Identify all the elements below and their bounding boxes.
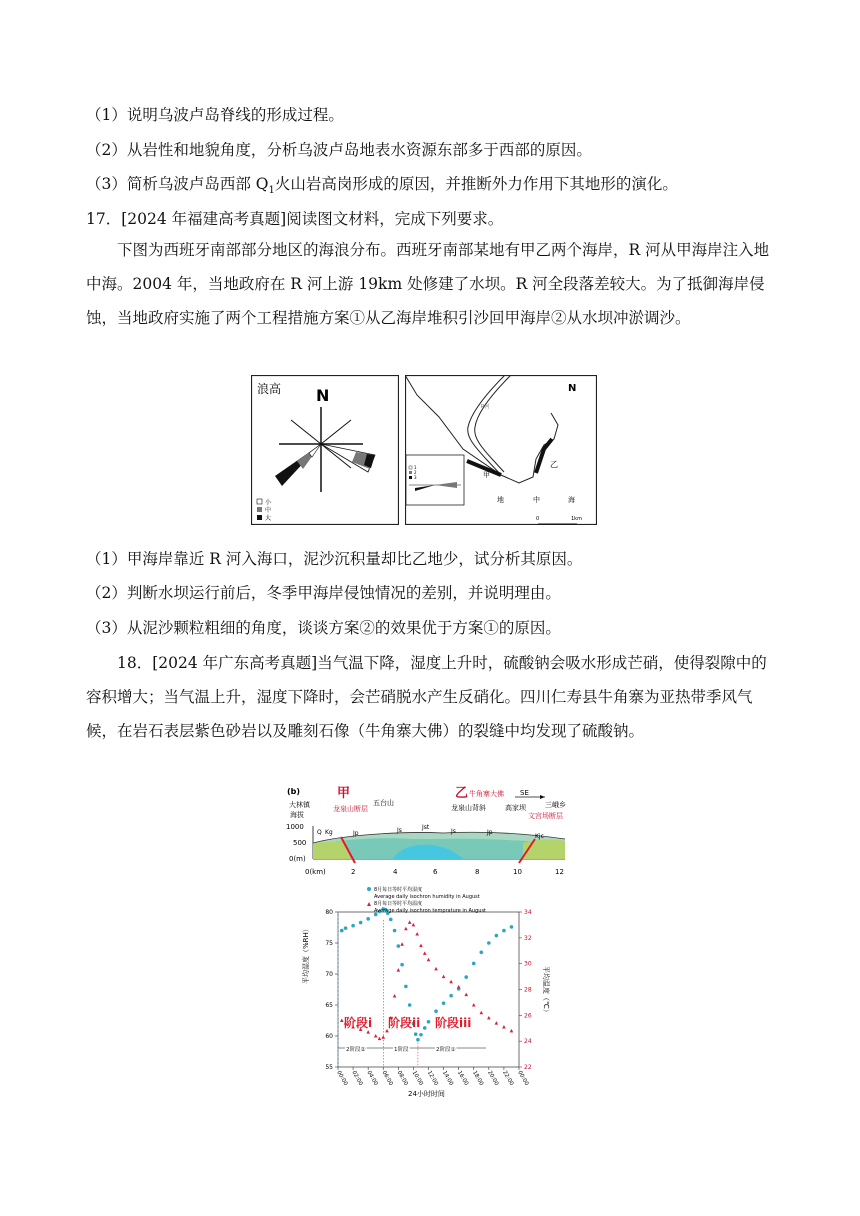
humidity-point: [393, 929, 397, 933]
label-jia: 甲: [483, 471, 490, 479]
humidity-point: [449, 994, 453, 998]
right-tick-label: 26: [524, 1012, 532, 1020]
right-tick-label: 30: [524, 960, 532, 968]
humidity-point: [414, 1032, 418, 1036]
stage-arrow-1: 2阶段②: [346, 1047, 366, 1053]
stage-iii: 阶段iii: [435, 1016, 472, 1030]
xtick-0: 0(km): [305, 868, 326, 876]
elev-0: 0(m): [289, 855, 306, 863]
inset-box: [406, 455, 464, 505]
stratum-jp-2: Jp: [487, 829, 493, 836]
inset-legend-3: 3: [414, 475, 417, 480]
profile-se: SE: [520, 789, 529, 797]
q16-sub3: [86, 173, 786, 202]
humidity-point: [366, 917, 370, 921]
fault-2-label: 文宫场断层: [528, 812, 563, 820]
wave-rose-title: 浪高: [257, 382, 282, 396]
left-tick-label: 60: [325, 1033, 333, 1040]
stratum-jst: Jst: [422, 824, 430, 831]
humidity-point: [344, 926, 348, 930]
place-sane: 三峨乡: [545, 801, 566, 809]
humidity-point: [404, 985, 408, 989]
ylabel-right: 平均温度（℃）: [542, 966, 550, 1016]
place-anticline: 龙泉山背斜: [451, 804, 486, 812]
stage-ii: 阶段ii: [388, 1016, 421, 1030]
x-tick-label: 00:00: [516, 1070, 530, 1087]
x-tick-label: 14:00: [440, 1070, 454, 1087]
place-gaojiaba: 高家坝: [505, 804, 526, 812]
geologic-profile: [283, 783, 576, 878]
q18-text: 18．[2024 年广东高考真题]当气温下降，湿度上升时，硫酸钠会吸水形成芒硝，使得裂隙中的容积增大；当气温上升，湿度下降时，会芒硝脱水产生反硝化。四川仁寿县牛角寨为亚热带季风气候，在岩石表层紫色砂岩以及雕刻石像（牛角寨大佛）的裂缝中均发现了硫酸钠。: [86, 654, 767, 740]
elev-1000: 1000: [286, 823, 304, 831]
x-tick-label: 06:00: [380, 1070, 394, 1087]
left-tick-label: 70: [325, 971, 333, 978]
q17-sub1: （1）甲海岸靠近 R 河入海口，泥沙沉积量却比乙地少，试分析其原因。: [86, 550, 583, 568]
q16-sub1: （1）说明乌波卢岛脊线的形成过程。: [86, 106, 344, 124]
humidity-point: [389, 918, 393, 922]
map-north-arrow: N: [568, 383, 577, 394]
legend-humidity-cn: 8月每日等时平均湿度: [374, 887, 423, 893]
xtick-6: 6: [433, 868, 438, 876]
right-tick-label: 34: [524, 909, 532, 916]
right-tick-label: 22: [524, 1064, 532, 1071]
left-tick-label: 65: [325, 1002, 333, 1009]
humidity-temperature-chart: [298, 884, 550, 1100]
stratum-q: Q: [317, 829, 322, 836]
north-label: N: [316, 386, 330, 405]
stratum-js-1: Js: [397, 827, 402, 834]
x-tick-label: 08:00: [395, 1070, 409, 1087]
xtick-10: 10: [513, 868, 522, 876]
right-tick-label: 28: [524, 986, 532, 994]
xtick-12: 12: [555, 868, 564, 876]
plot-area: [338, 912, 519, 1067]
legend-humidity-en: Average daily isochron humidity in August: [374, 894, 480, 900]
humidity-point: [442, 1001, 446, 1005]
q16-sub3-subscript: 1: [268, 185, 275, 197]
river-r-label: R河: [481, 404, 490, 410]
stage-arrow-2: 1阶段: [394, 1047, 409, 1053]
sea-char-1: 地: [497, 496, 504, 504]
humidity-point: [487, 941, 491, 945]
q16-sub3-pre: （3）简析乌波卢岛西部 Q: [86, 175, 269, 193]
humidity-point: [479, 951, 483, 955]
fault-1-label: 龙泉山断层: [333, 805, 368, 813]
humidity-point: [502, 929, 506, 933]
profile-jia: 甲: [337, 786, 351, 801]
legend-mid: 中: [265, 507, 272, 514]
legend-small: 小: [265, 499, 272, 506]
legend-temp-marker: [367, 902, 371, 906]
legend-temp-en: Average daily isochron temprature in August: [374, 908, 487, 914]
stratum-kjc: Kjc: [535, 833, 544, 840]
humidity-point: [434, 1009, 438, 1013]
x-tick-label: 04:00: [365, 1070, 379, 1087]
sea-char-2: 中: [533, 496, 540, 504]
place-wutai: 五台山: [373, 799, 394, 807]
humidity-point: [510, 925, 514, 929]
q17-sub2: （2）判断水坝运行前后，冬季甲海岸侵蚀情况的差别，并说明理由。: [86, 584, 561, 602]
profile-buddha: 牛角寨大佛: [469, 790, 504, 798]
ylabel-left: 平均湿度（%RH）: [302, 925, 310, 984]
humidity-point: [408, 1003, 412, 1007]
left-tick-label: 80: [325, 909, 333, 916]
xlabel: 24小时时间: [408, 1090, 445, 1098]
humidity-point: [359, 921, 363, 925]
place-dalin: 大林镇: [289, 801, 310, 809]
left-tick-label: 75: [325, 940, 333, 947]
xtick-2: 2: [351, 868, 356, 876]
stratum-jp-1: Jp: [353, 830, 359, 837]
q17-sub3: （3）从泥沙颗粒粗细的角度，谈谈方案②的效果优于方案①的原因。: [86, 619, 561, 637]
xtick-8: 8: [475, 868, 480, 876]
xtick-4: 4: [393, 868, 398, 876]
q17-material: 下图为西班牙南部部分地区的海浪分布。西班牙南部某地有甲乙两个海岸，R 河从甲海岸注入地中海。2004 年，当地政府在 R 河上游 19km 处修建了水坝。R 河全段落差较大。为了抵御海岸侵蚀，当地政府实施了两个工程措施方案①从乙海岸堆积引沙回甲海岸②从水坝冲淤调沙。: [86, 241, 770, 327]
x-tick-label: 20:00: [486, 1070, 500, 1087]
stage-arrow-3: 2阶段①: [436, 1047, 456, 1053]
stage-i: 阶段i: [344, 1016, 373, 1030]
humidity-point: [423, 1026, 427, 1030]
x-tick-label: 02:00: [350, 1070, 364, 1087]
q17-heading: 17．[2024 年福建高考真题]阅读图文材料，完成下列要求。: [86, 210, 504, 228]
left-tick-label: 55: [325, 1064, 333, 1071]
scale-1km: 1km: [571, 516, 582, 522]
humidity-point: [397, 944, 401, 948]
scale-0: 0: [536, 516, 540, 522]
label-yi: 乙: [550, 460, 558, 469]
humidity-point: [400, 963, 404, 967]
stratum-js-2: Js: [451, 828, 456, 835]
elev-500: 500: [293, 839, 307, 847]
coast-map-figure: [405, 375, 597, 525]
profile-panel-label: (b): [287, 787, 301, 796]
q16-sub3-post: 火山岩高岗形成的原因，并推断外力作用下其地形的演化。: [274, 175, 678, 193]
inset-legend-2: 2: [414, 470, 417, 475]
x-tick-label: 18:00: [471, 1070, 485, 1087]
right-tick-label: 32: [524, 934, 532, 942]
humidity-point: [419, 1033, 423, 1037]
legend-humidity-marker: [367, 887, 371, 891]
profile-yi: 乙: [455, 786, 469, 801]
stratum-kg: Kg: [325, 829, 333, 836]
humidity-point: [351, 924, 355, 928]
elev-label: 海拔: [290, 811, 304, 819]
humidity-point: [416, 1038, 420, 1042]
humidity-point: [464, 975, 468, 979]
wave-rose-figure: [251, 375, 399, 525]
inset-legend-1: 1: [414, 465, 417, 470]
x-tick-label: 12:00: [425, 1070, 439, 1087]
x-tick-label: 16:00: [455, 1070, 470, 1087]
humidity-point: [495, 934, 499, 938]
x-tick-label: 00:00: [335, 1070, 349, 1087]
humidity-point: [427, 1020, 431, 1024]
x-tick-label: 22:00: [501, 1070, 515, 1087]
legend-large: 大: [265, 515, 272, 522]
x-tick-label: 10:00: [410, 1070, 424, 1087]
humidity-point: [472, 962, 476, 966]
right-tick-label: 24: [524, 1038, 532, 1046]
q16-sub2: （2）从岩性和地貌角度，分析乌波卢岛地表水资源东部多于西部的原因。: [86, 141, 592, 159]
sea-char-3: 海: [568, 496, 575, 504]
legend-temp-cn: 8月每日等时平均温度: [374, 901, 423, 907]
humidity-point: [340, 929, 344, 933]
